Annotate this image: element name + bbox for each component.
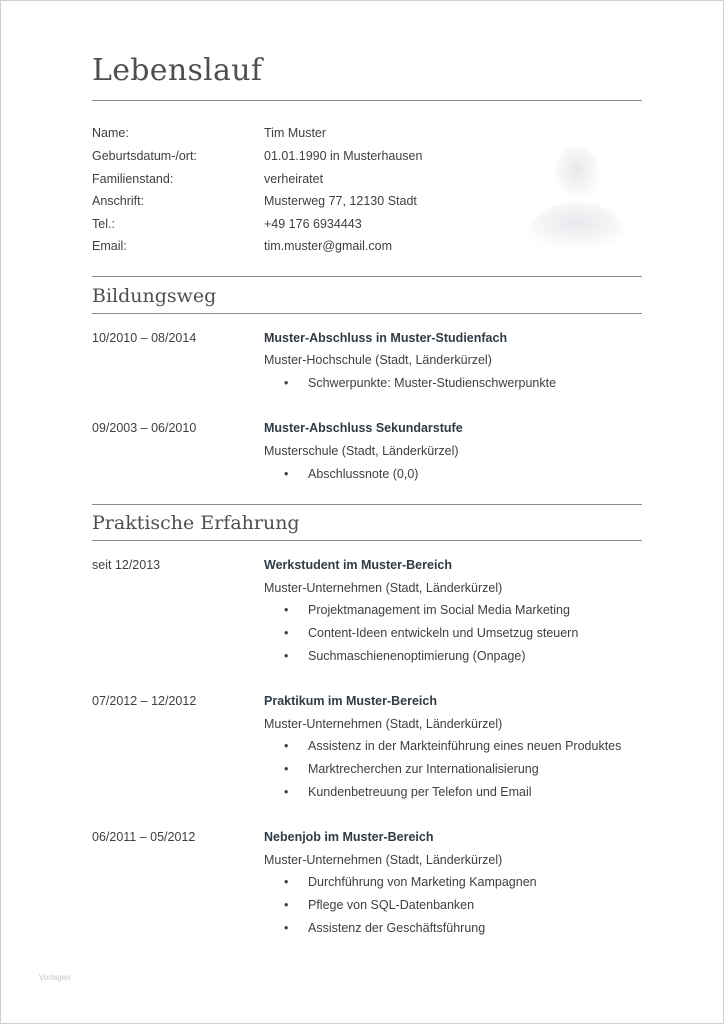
personal-value: verheiratet: [264, 172, 324, 186]
personal-label: Email:: [92, 239, 127, 253]
entry-title: Muster-Abschluss in Muster-Studienfach: [264, 331, 508, 345]
bullet-icon: •: [284, 376, 289, 390]
entry-bullet: Schwerpunkte: Muster-Studienschwerpunkte: [308, 376, 557, 390]
page-title: Lebenslauf: [92, 53, 263, 88]
bullet-icon: •: [284, 921, 289, 935]
entry-institution: Muster-Hochschule (Stadt, Länderkürzel): [264, 353, 492, 367]
entry-period: 06/2011 – 05/2012: [92, 830, 196, 844]
bullet-icon: •: [284, 739, 289, 753]
entry-bullet: Content-Ideen entwickeln und Umsetzug steuern: [308, 626, 579, 640]
bullet-icon: •: [284, 762, 289, 776]
bullet-icon: •: [284, 898, 289, 912]
entry-period: 09/2003 – 06/2010: [92, 421, 197, 435]
title-rule: [92, 100, 642, 101]
entry-bullet: Assistenz in der Markteinführung eines neuen Produktes: [308, 739, 622, 753]
entry-bullet: Durchführung von Marketing Kampagnen: [308, 875, 537, 889]
section-rule-bottom: [92, 313, 642, 314]
section-rule-top: [92, 276, 642, 277]
bullet-icon: •: [284, 649, 289, 663]
bullet-icon: •: [284, 875, 289, 889]
bullet-icon: •: [284, 626, 289, 640]
personal-label: Familienstand:: [92, 172, 174, 186]
bullet-icon: •: [284, 603, 289, 617]
personal-label: Anschrift:: [92, 194, 145, 208]
entry-bullet: Suchmaschienenoptimierung (Onpage): [308, 649, 526, 663]
entry-bullet: Projektmanagement im Social Media Marketing: [308, 603, 570, 617]
section-rule-top: [92, 504, 642, 505]
personal-value: Tim Muster: [264, 126, 327, 140]
entry-title: Praktikum im Muster-Bereich: [264, 694, 437, 708]
entry-institution: Muster-Unternehmen (Stadt, Länderkürzel): [264, 853, 503, 867]
entry-bullet: Kundenbetreuung per Telefon und Email: [308, 785, 532, 799]
entry-period: seit 12/2013: [92, 558, 161, 572]
personal-label: Tel.:: [92, 217, 115, 231]
bullet-icon: •: [284, 785, 289, 799]
entry-bullet: Abschlussnote (0,0): [308, 467, 419, 481]
entry-institution: Musterschule (Stadt, Länderkürzel): [264, 444, 459, 458]
personal-label: Geburtsdatum-/ort:: [92, 149, 197, 163]
personal-label: Name:: [92, 126, 129, 140]
entry-bullet: Marktrecherchen zur Internationalisierung: [308, 762, 539, 776]
section-title-experience: Praktische Erfahrung: [92, 512, 300, 534]
entry-title: Nebenjob im Muster-Bereich: [264, 830, 434, 844]
entry-title: Werkstudent im Muster-Bereich: [264, 558, 453, 572]
entry-institution: Muster-Unternehmen (Stadt, Länderkürzel): [264, 581, 503, 595]
person-silhouette-icon: [518, 136, 636, 248]
entry-period: 10/2010 – 08/2014: [92, 331, 197, 345]
entry-title: Muster-Abschluss Sekundarstufe: [264, 421, 463, 435]
watermark: Vorlagen: [39, 973, 71, 982]
personal-value: tim.muster@gmail.com: [264, 239, 392, 253]
section-rule-bottom: [92, 540, 642, 541]
entry-bullet: Pflege von SQL-Datenbanken: [308, 898, 475, 912]
section-title-education: Bildungsweg: [92, 285, 217, 307]
bullet-icon: •: [284, 467, 289, 481]
entry-period: 07/2012 – 12/2012: [92, 694, 197, 708]
personal-value: +49 176 6934443: [264, 217, 362, 231]
entry-bullet: Assistenz der Geschäftsführung: [308, 921, 486, 935]
personal-value: Musterweg 77, 12130 Stadt: [264, 194, 417, 208]
entry-institution: Muster-Unternehmen (Stadt, Länderkürzel): [264, 717, 503, 731]
personal-value: 01.01.1990 in Musterhausen: [264, 149, 423, 163]
